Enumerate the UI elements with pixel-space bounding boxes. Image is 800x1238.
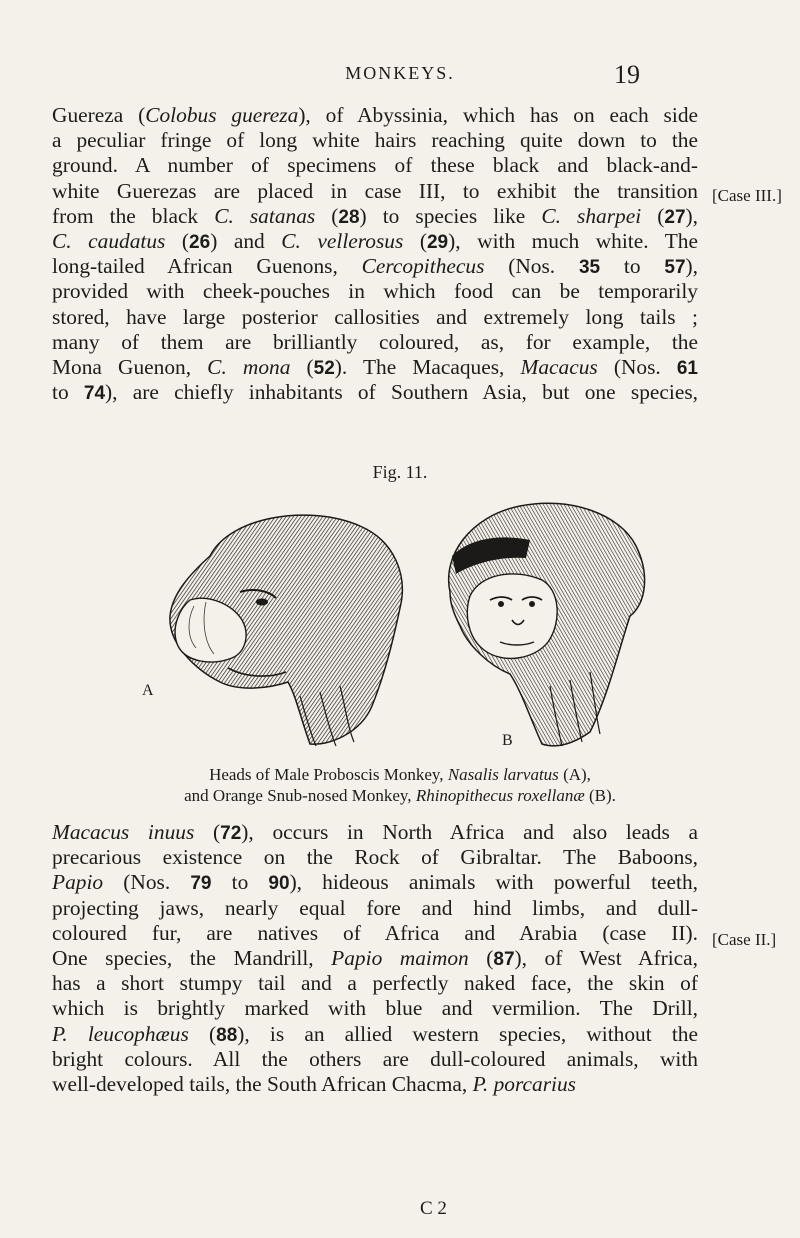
text-line: C. caudatus (26) and C. vellerosus (29), with much white. The bbox=[52, 228, 698, 253]
text-line: coloured fur, are natives of Africa and Arabia (case II). bbox=[52, 920, 698, 945]
figure-label: Fig. 11. bbox=[372, 462, 428, 482]
running-head: MONKEYS. bbox=[345, 63, 455, 83]
figure-letter-a: A bbox=[142, 682, 154, 699]
text-line: which is brightly marked with blue and vermilion. The Drill, bbox=[52, 996, 698, 1021]
figure-letter-b: B bbox=[502, 732, 513, 749]
text-line: from the black C. satanas (28) to species like C. sharpei (27), bbox=[52, 203, 698, 228]
page-number: 19 bbox=[614, 60, 640, 89]
text-line: One species, the Mandrill, Papio maimon (87), of West Africa, bbox=[52, 945, 699, 970]
text-line: to 74), are chiefly inhabitants of Southern Asia, but one species, bbox=[52, 380, 698, 405]
text-line: stored, have large posterior callosities and extremely long tails ; bbox=[52, 304, 698, 329]
text-line: Papio (Nos. 79 to 90), hideous animals with powerful teeth, bbox=[52, 870, 698, 895]
text-line: precarious existence on the Rock of Gibraltar. The Baboons, bbox=[52, 845, 698, 870]
proboscis-monkey-head-icon bbox=[170, 515, 402, 746]
paragraph-2 bbox=[52, 820, 698, 1097]
text-line: many of them are brilliantly coloured, as, for example, the bbox=[52, 329, 698, 354]
text-line: white Guerezas are placed in case III, to exhibit the transition bbox=[52, 178, 698, 203]
text-line: has a short stumpy tail and a perfectly naked face, the skin of bbox=[52, 971, 698, 996]
paragraph-1 bbox=[52, 103, 698, 405]
margin-note-case-3: [Case III.] bbox=[712, 186, 782, 205]
text-line: Macacus inuus (72), occurs in North Africa and also leads a bbox=[52, 820, 698, 844]
page-header bbox=[0, 60, 800, 88]
text-line: projecting jaws, nearly equal fore and hind limbs, and dull- bbox=[52, 895, 698, 920]
text-line: provided with cheek-pouches in which food can be temporarily bbox=[52, 279, 698, 304]
text-line: P. leucophæus (88), is an allied western species, without the bbox=[52, 1021, 698, 1046]
figure-illustration bbox=[142, 496, 670, 750]
text-line: ground. A number of specimens of these black and black-and- bbox=[52, 153, 698, 178]
margin-note-case-2: [Case II.] bbox=[712, 930, 777, 949]
snub-nosed-monkey-head-icon bbox=[449, 503, 645, 746]
text-line: long-tailed African Guenons, Cercopithecus (Nos. 35 to 57), bbox=[52, 254, 698, 279]
caption-line: Heads of Male Proboscis Monkey, Nasalis larvatus (A), bbox=[209, 765, 591, 784]
text-line: bright colours. All the others are dull-coloured animals, with bbox=[52, 1046, 698, 1071]
monkey-heads-engraving bbox=[150, 496, 670, 750]
text-line: a peculiar fringe of long white hairs reaching quite down to the bbox=[52, 128, 698, 153]
text-line: Guereza (Colobus guereza), of Abyssinia, which has on each side bbox=[52, 103, 699, 127]
signature-mark: C 2 bbox=[420, 1198, 447, 1219]
figure-caption bbox=[100, 764, 700, 806]
text-line: well-developed tails, the South African Chacma, P. porcarius bbox=[52, 1071, 576, 1096]
text-line: Mona Guenon, C. mona (52). The Macaques, Macacus (Nos. 61 bbox=[52, 354, 698, 379]
caption-line: and Orange Snub-nosed Monkey, Rhinopithecus roxellanæ (B). bbox=[184, 786, 616, 805]
